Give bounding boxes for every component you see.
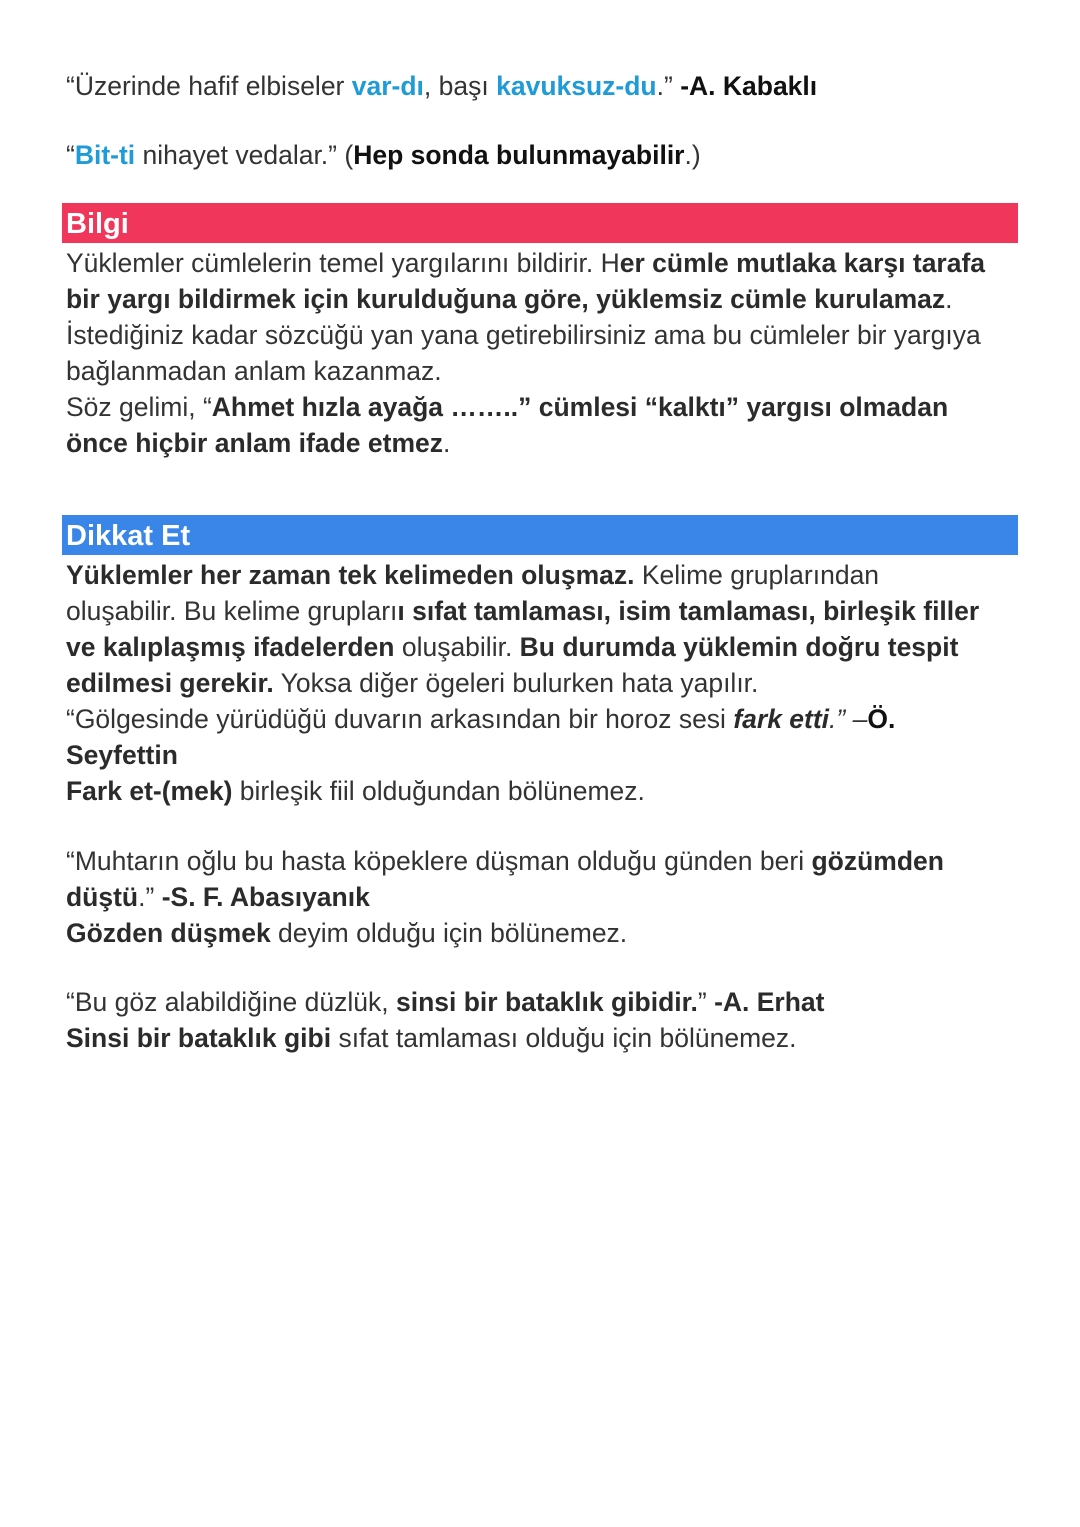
bilgi-line-4: bağlanmadan anlam kazanmaz. xyxy=(66,356,442,386)
quote-bitti xyxy=(66,137,1016,173)
quote-text: .” xyxy=(656,71,681,101)
highlight-word: kavuksuz-du xyxy=(496,71,657,101)
bilgi-line-2: bir yargı bildirmek için kurulduğuna göre, yüklemsiz cümle kurulamaz. xyxy=(66,284,953,314)
highlight-word: var-dı xyxy=(351,71,424,101)
dikkat-line-1: Yüklemler her zaman tek kelimeden oluşmaz. Kelime gruplarından xyxy=(66,560,880,590)
bilgi-line-3: İstediğiniz kadar sözcüğü yan yana getirebilirsiniz ama bu cümleler bir yargıya xyxy=(66,320,981,350)
quote-text: “Üzerinde hafif elbiseler xyxy=(66,71,352,101)
quote-text: .) xyxy=(684,140,701,170)
dikkat-line-4: edilmesi gerekir. Yoksa diğer ögeleri bulurken hata yapılır. xyxy=(66,668,759,698)
dikkat-line-5: “Gölgesinde yürüdüğü duvarın arkasından bir horoz sesi fark etti.” –Ö. xyxy=(66,704,896,734)
dikkat-line-6: Seyfettin xyxy=(66,740,178,770)
quote-note: Hep sonda bulunmayabilir xyxy=(353,140,685,170)
dikkat-line-7: Fark et-(mek) birleşik fiil olduğundan bölünemez. xyxy=(66,776,645,806)
quote-text: nihayet vedalar.” ( xyxy=(135,140,354,170)
dikkat-title: Dikkat Et xyxy=(66,520,191,552)
bilgi-header xyxy=(62,203,1018,243)
dikkat-line-3: ve kalıplaşmış ifadelerden oluşabilir. Bu durumda yüklemin doğru tespit xyxy=(66,632,959,662)
example-erhat-line-2: Sinsi bir bataklık gibi sıfat tamlaması olduğu için bölünemez. xyxy=(66,1023,797,1053)
example-abasiyanik-line-3: Gözden düşmek deyim olduğu için bölünemez. xyxy=(66,918,628,948)
example-erhat-line-1: “Bu göz alabildiğine düzlük, sinsi bir bataklık gibidir.” -A. Erhat xyxy=(66,987,825,1017)
bilgi-line-1: Yüklemler cümlelerin temel yargılarını bildirir. Her cümle mutlaka karşı tarafa xyxy=(66,248,986,278)
bilgi-title: Bilgi xyxy=(66,208,129,240)
quote-text: “ xyxy=(66,140,75,170)
quote-text: , başı xyxy=(423,71,497,101)
highlight-word: Bit-ti xyxy=(74,140,136,170)
quote-kabakli xyxy=(66,68,1016,104)
example-abasiyanik-line-1: “Muhtarın oğlu bu hasta köpeklere düşman olduğu günden beri gözümden xyxy=(66,846,944,876)
dikkat-header xyxy=(62,515,1018,555)
bilgi-line-5: Söz gelimi, “Ahmet hızla ayağa ……..” cümlesi “kalktı” yargısı olmadan xyxy=(66,392,949,422)
example-abasiyanik-line-2: düştü.” -S. F. Abasıyanık xyxy=(66,882,370,912)
quote-author: -A. Kabaklı xyxy=(680,71,818,101)
dikkat-line-2: oluşabilir. Bu kelime gruplarıı sıfat tamlaması, isim tamlaması, birleşik filler xyxy=(66,596,980,626)
bilgi-line-6: önce hiçbir anlam ifade etmez. xyxy=(66,428,451,458)
